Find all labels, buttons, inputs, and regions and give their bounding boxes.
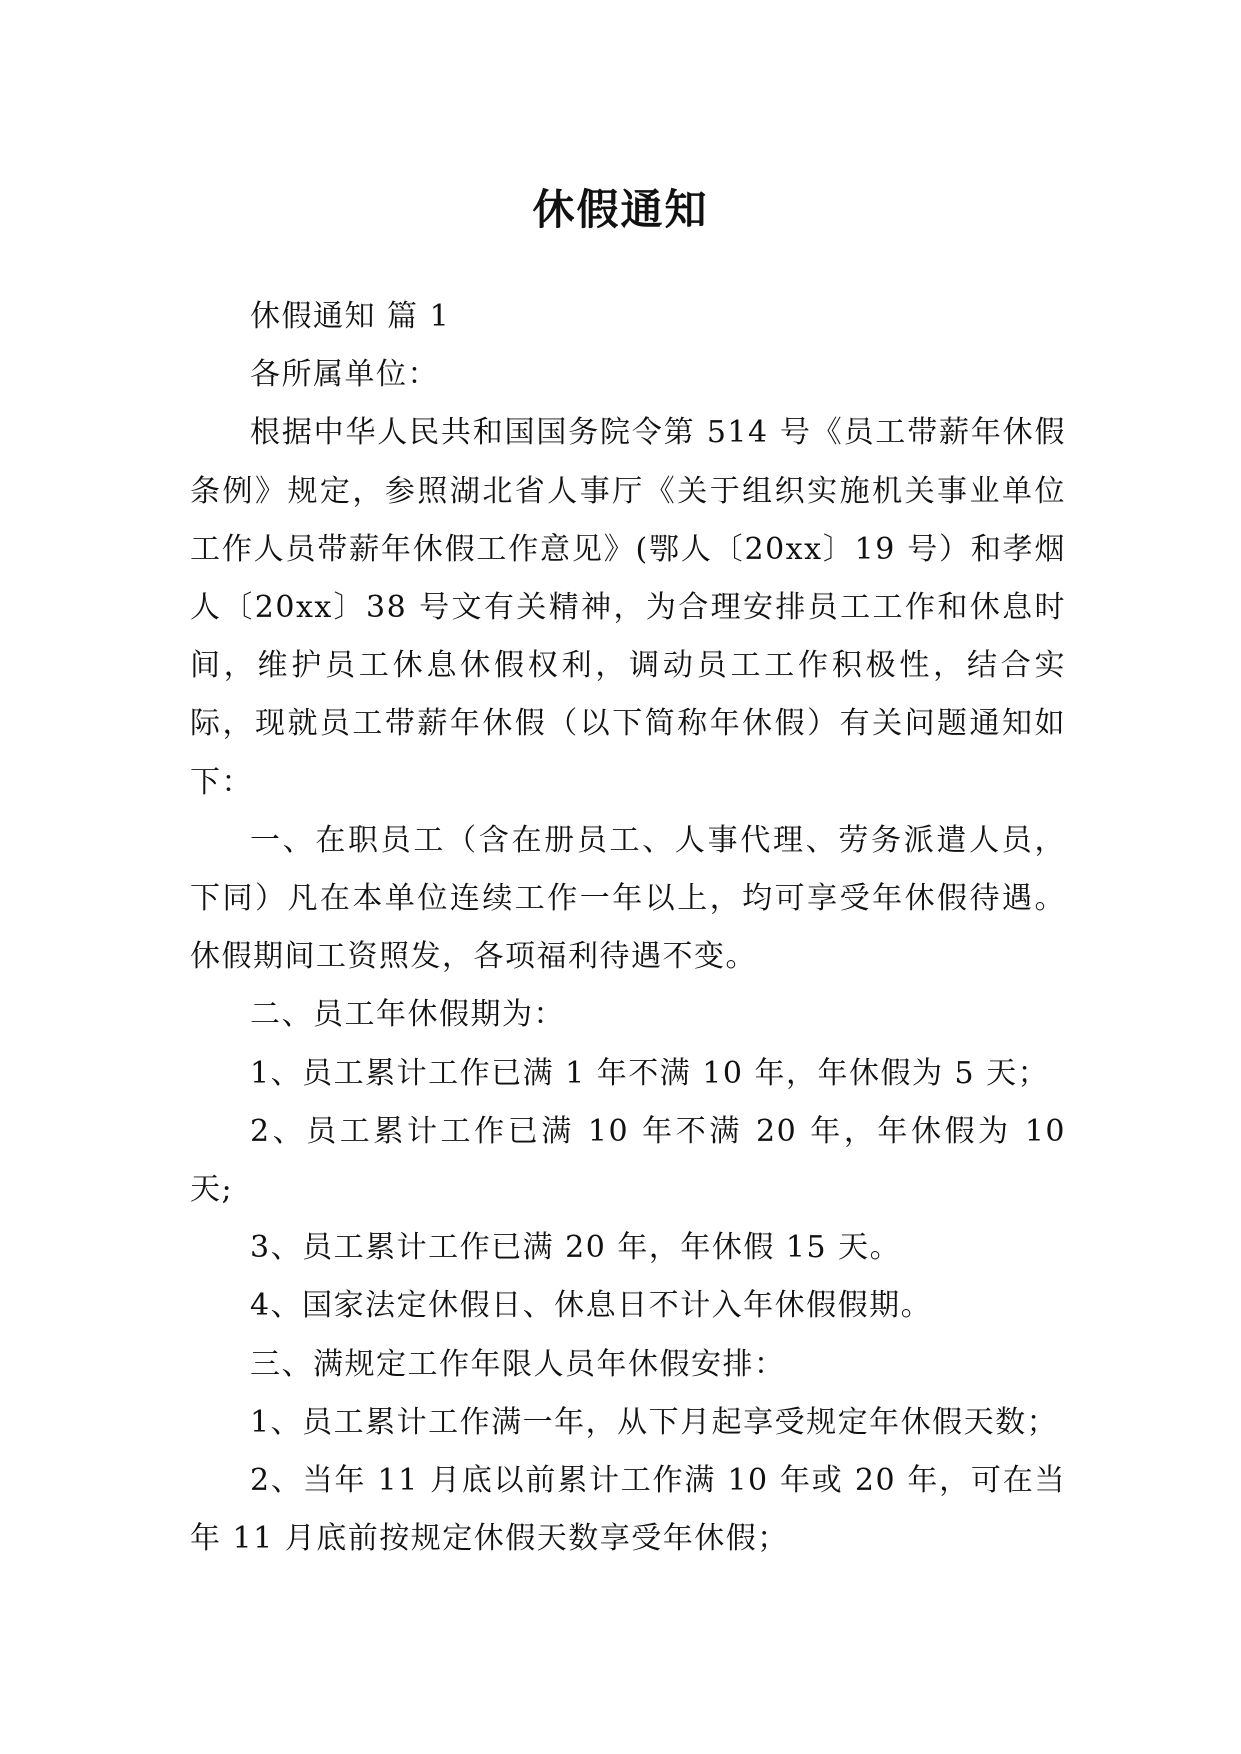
section-heading: 休假通知 篇 1	[250, 299, 451, 334]
paragraph-subitem-2-3: 3、员工累计工作已满 20 年，年休假 15 天。	[250, 1230, 902, 1266]
paragraph-subitem-2-2: 2、员工累计工作已满 10 年不满 20 年，年休假为 10 天;	[190, 1113, 1066, 1208]
paragraph-subitem-2-4: 4、国家法定休假日、休息日不计入年休假假期。	[250, 1288, 933, 1324]
paragraph-subitem-3-1: 1、员工累计工作满一年，从下月起享受规定年休假天数；	[250, 1404, 1059, 1440]
paragraph-subitem-3-2: 2、当年 11 月底以前累计工作满 10 年或 20 年，可在当年 11 月底前按规定休假天数享受年休假；	[190, 1463, 1066, 1557]
document-body	[190, 288, 1066, 1568]
paragraph-item-1: 一、在职员工（含在册员工、人事代理、劳务派遣人员，下同）凡在本单位连续工作一年以上，均可享受年休假待遇。休假期间工资照发，各项福利待遇不变。	[190, 822, 1066, 975]
paragraph-subitem-2-1: 1、员工累计工作已满 1 年不满 10 年，年休假为 5 天；	[250, 1055, 1050, 1091]
salutation: 各所属单位：	[250, 357, 439, 393]
paragraph-item-2: 二、员工年休假期为：	[250, 997, 565, 1033]
paragraph-intro: 根据中华人民共和国国务院令第 514 号《员工带薪年休假条例》规定，参照湖北省人事厅《关于组织实施机关事业单位工作人员带薪年休假工作意见》(鄂人〔20xx〕19 号）和孝烟人〔20xx〕38 号文有关精神，为合理安排员工工作和休息时间，维护员工休息休假权利，调动员工工作积极性，结合实际，现就员工带薪年休假（以下简称年休假）有关问题通知如下：	[190, 415, 1066, 800]
document-title: 休假通知	[532, 185, 709, 235]
paragraph-item-3: 三、满规定工作年限人员年休假安排：	[250, 1346, 786, 1382]
